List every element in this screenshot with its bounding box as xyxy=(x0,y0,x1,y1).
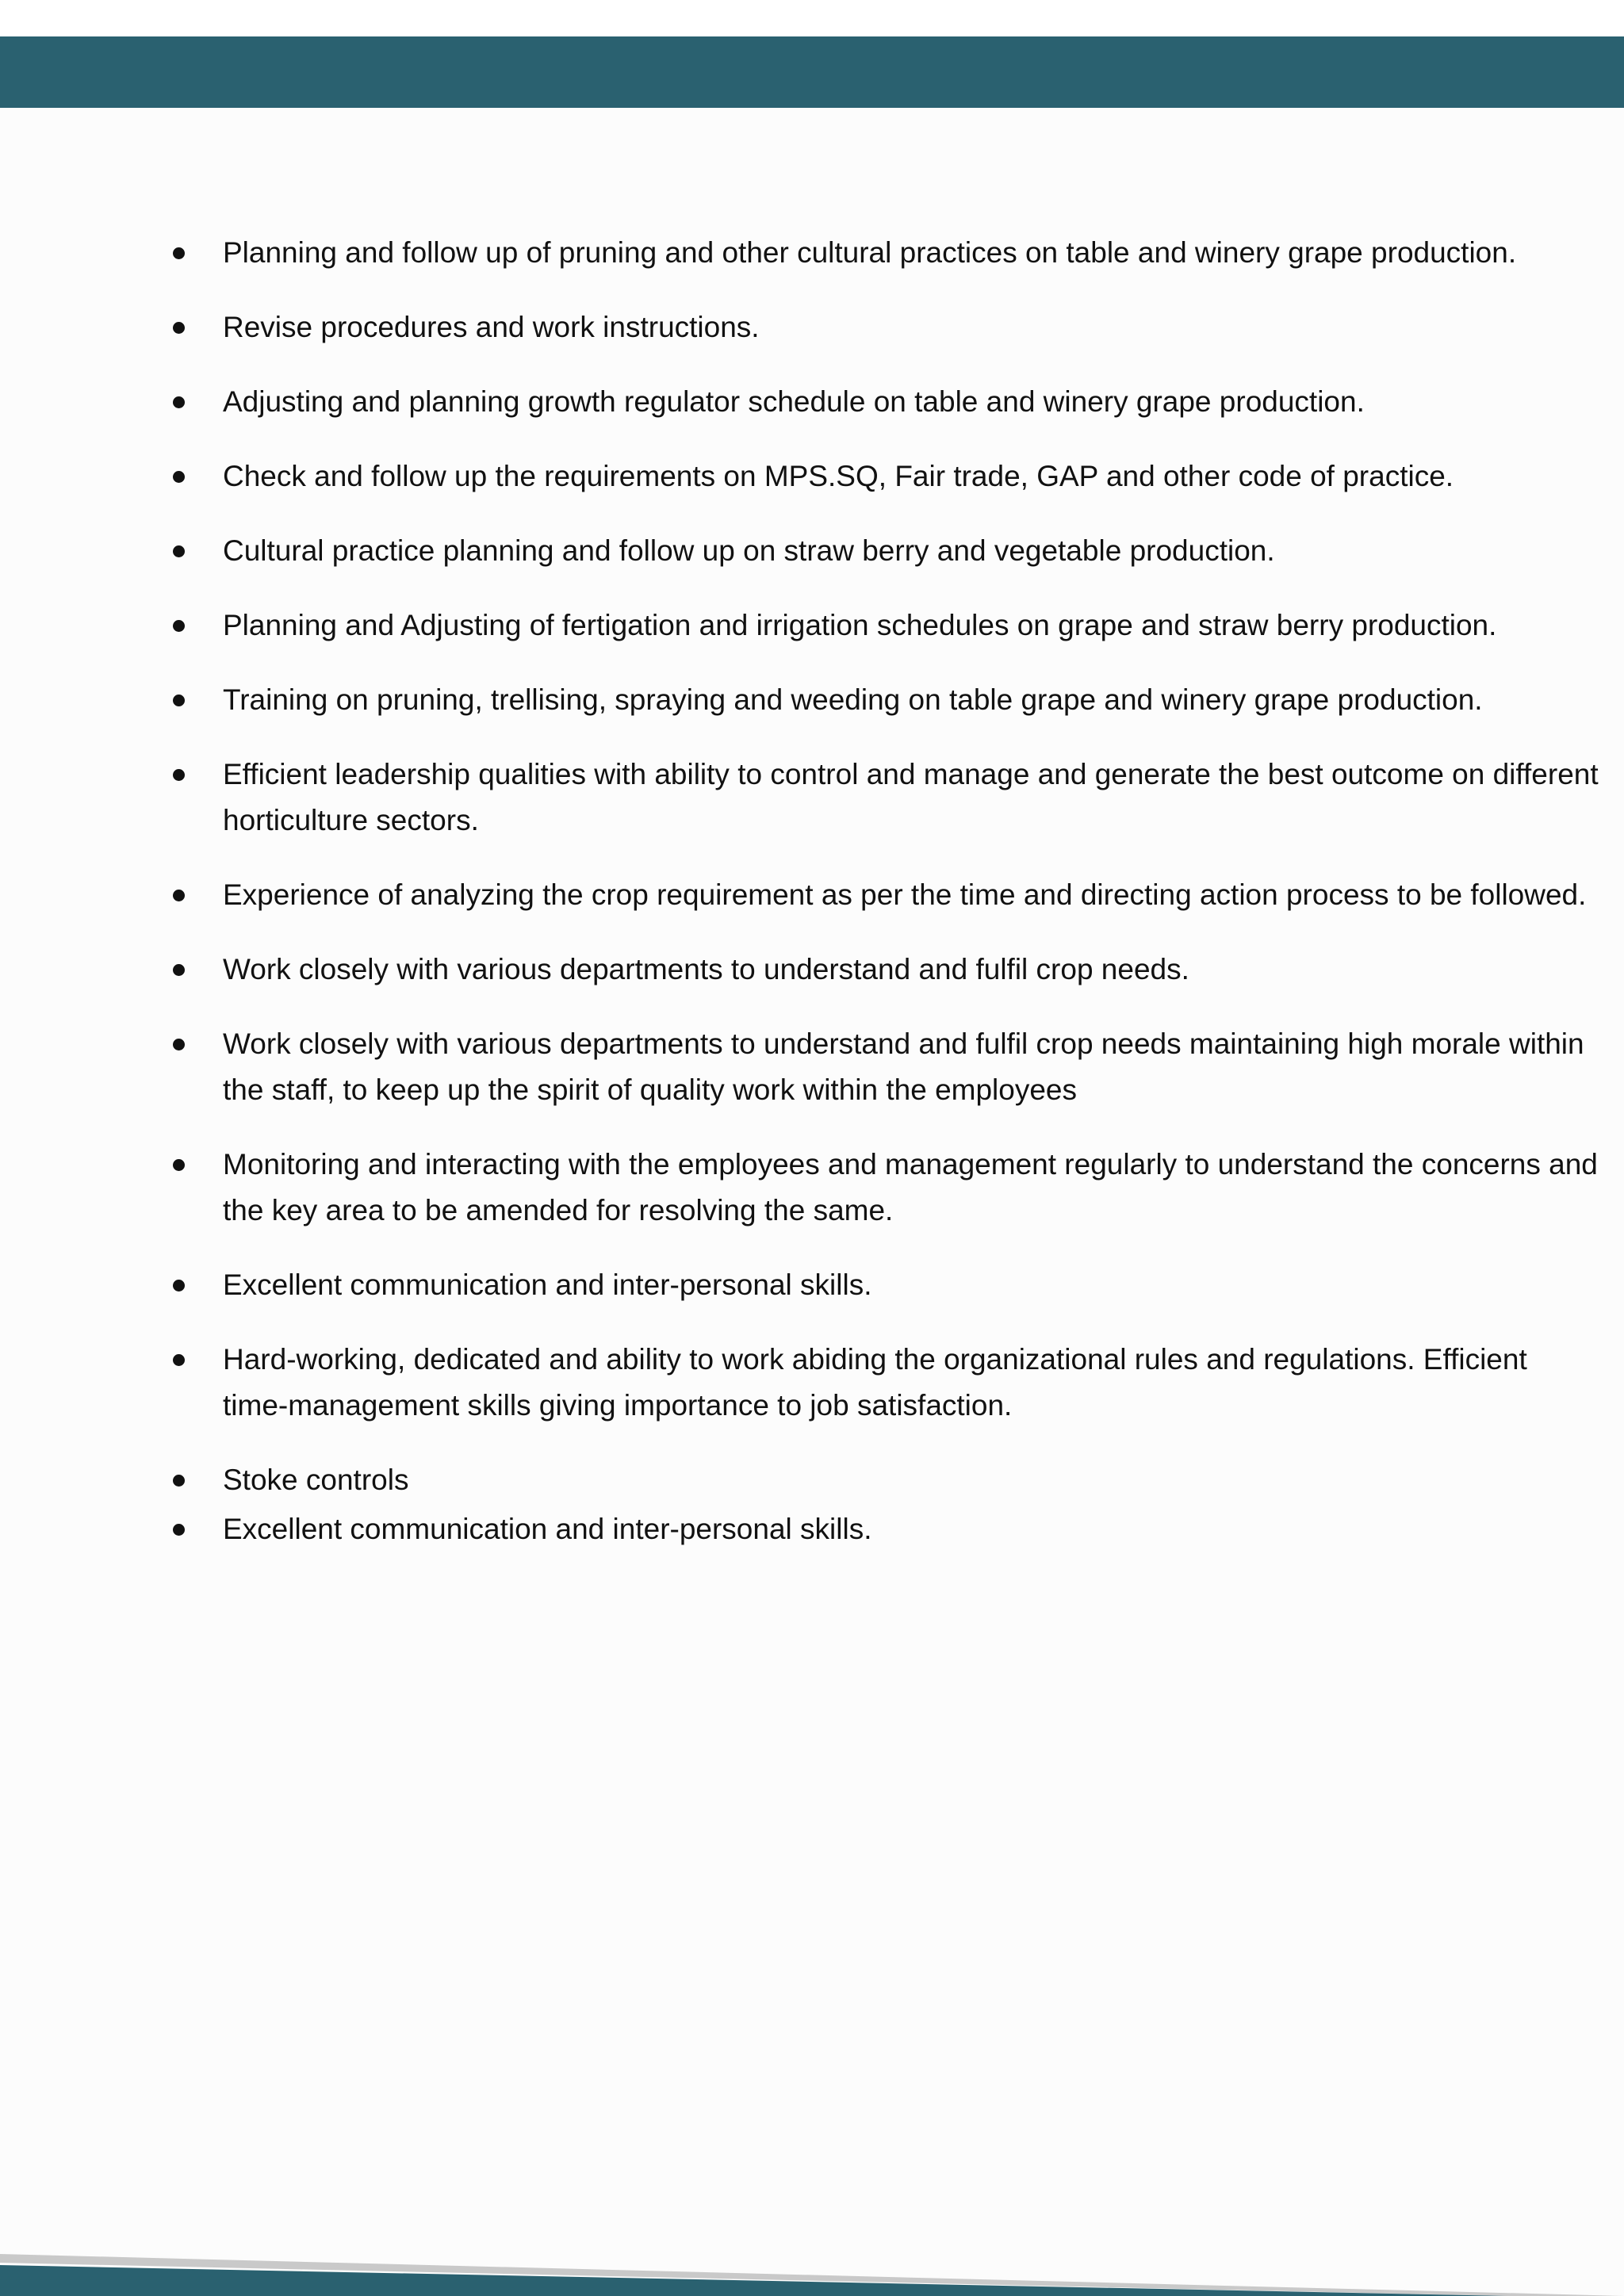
list-item-text: Work closely with various departments to understand and fulfil crop needs. xyxy=(223,953,1189,985)
bullet-icon xyxy=(173,1354,185,1366)
list-item-text: Revise procedures and work instructions. xyxy=(223,311,760,343)
bullet-icon xyxy=(173,620,185,632)
list-item-text: Cultural practice planning and follow up on straw berry and vegetable production. xyxy=(223,534,1275,567)
list-item xyxy=(0,947,1624,993)
list-item-text: Stoke controls xyxy=(223,1464,409,1496)
footer-band xyxy=(0,2265,1507,2296)
list-item xyxy=(0,1457,1624,1503)
list-item-text: Efficient leadership qualities with ability to control and manage and generate the best outcome on different horticulture sectors. xyxy=(223,758,1599,836)
duties-section xyxy=(0,230,1624,1581)
top-margin xyxy=(0,0,1624,36)
list-item xyxy=(0,677,1624,723)
list-item xyxy=(0,230,1624,276)
bullet-icon xyxy=(173,396,185,408)
list-item xyxy=(0,1262,1624,1308)
list-item-text: Excellent communication and inter-personal skills. xyxy=(223,1513,872,1545)
bullet-icon xyxy=(173,471,185,483)
list-item-text: Planning and follow up of pruning and other cultural practices on table and winery grape production. xyxy=(223,236,1517,269)
footer-decoration xyxy=(0,2201,1624,2296)
list-item-text: Monitoring and interacting with the employees and management regularly to understand the concerns and the key area to be amended for resolving the same. xyxy=(223,1148,1598,1226)
list-item xyxy=(0,379,1624,425)
bullet-icon xyxy=(173,1280,185,1292)
bullet-icon xyxy=(173,769,185,781)
bullet-icon xyxy=(173,1475,185,1487)
list-item xyxy=(0,528,1624,574)
list-item xyxy=(0,1337,1624,1429)
list-item-text: Excellent communication and inter-personal skills. xyxy=(223,1269,872,1301)
bullet-icon xyxy=(173,247,185,259)
bullet-icon xyxy=(173,964,185,976)
duties-list xyxy=(0,230,1624,1552)
bullet-icon xyxy=(173,695,185,706)
list-item xyxy=(0,603,1624,649)
list-item xyxy=(0,1021,1624,1113)
bullet-icon xyxy=(173,1524,185,1536)
list-item-text: Adjusting and planning growth regulator schedule on table and winery grape production. xyxy=(223,385,1365,418)
list-item xyxy=(0,453,1624,499)
list-item xyxy=(0,872,1624,918)
bullet-icon xyxy=(173,890,185,901)
bullet-icon xyxy=(173,1039,185,1050)
bullet-icon xyxy=(173,1159,185,1171)
list-item-text: Hard-working, dedicated and ability to work abiding the organizational rules and regulations. Efficient time-management skills giving importance to job satisfaction. xyxy=(223,1343,1527,1422)
list-item-text: Training on pruning, trellising, spraying and weeding on table grape and winery grape production. xyxy=(223,683,1483,716)
list-item xyxy=(0,1506,1624,1552)
header-band xyxy=(0,36,1624,108)
list-item xyxy=(0,304,1624,350)
list-item xyxy=(0,1142,1624,1234)
list-item xyxy=(0,752,1624,844)
bullet-icon xyxy=(173,322,185,334)
list-item-text: Work closely with various departments to understand and fulfil crop needs maintaining high morale within the staff, to keep up the spirit of quality work within the employees xyxy=(223,1027,1584,1106)
list-item-text: Check and follow up the requirements on MPS.SQ, Fair trade, GAP and other code of practice. xyxy=(223,460,1454,492)
bullet-icon xyxy=(173,545,185,557)
list-item-text: Experience of analyzing the crop requirement as per the time and directing action process to be followed. xyxy=(223,878,1587,911)
list-item-text: Planning and Adjusting of fertigation and irrigation schedules on grape and straw berry production. xyxy=(223,609,1497,641)
